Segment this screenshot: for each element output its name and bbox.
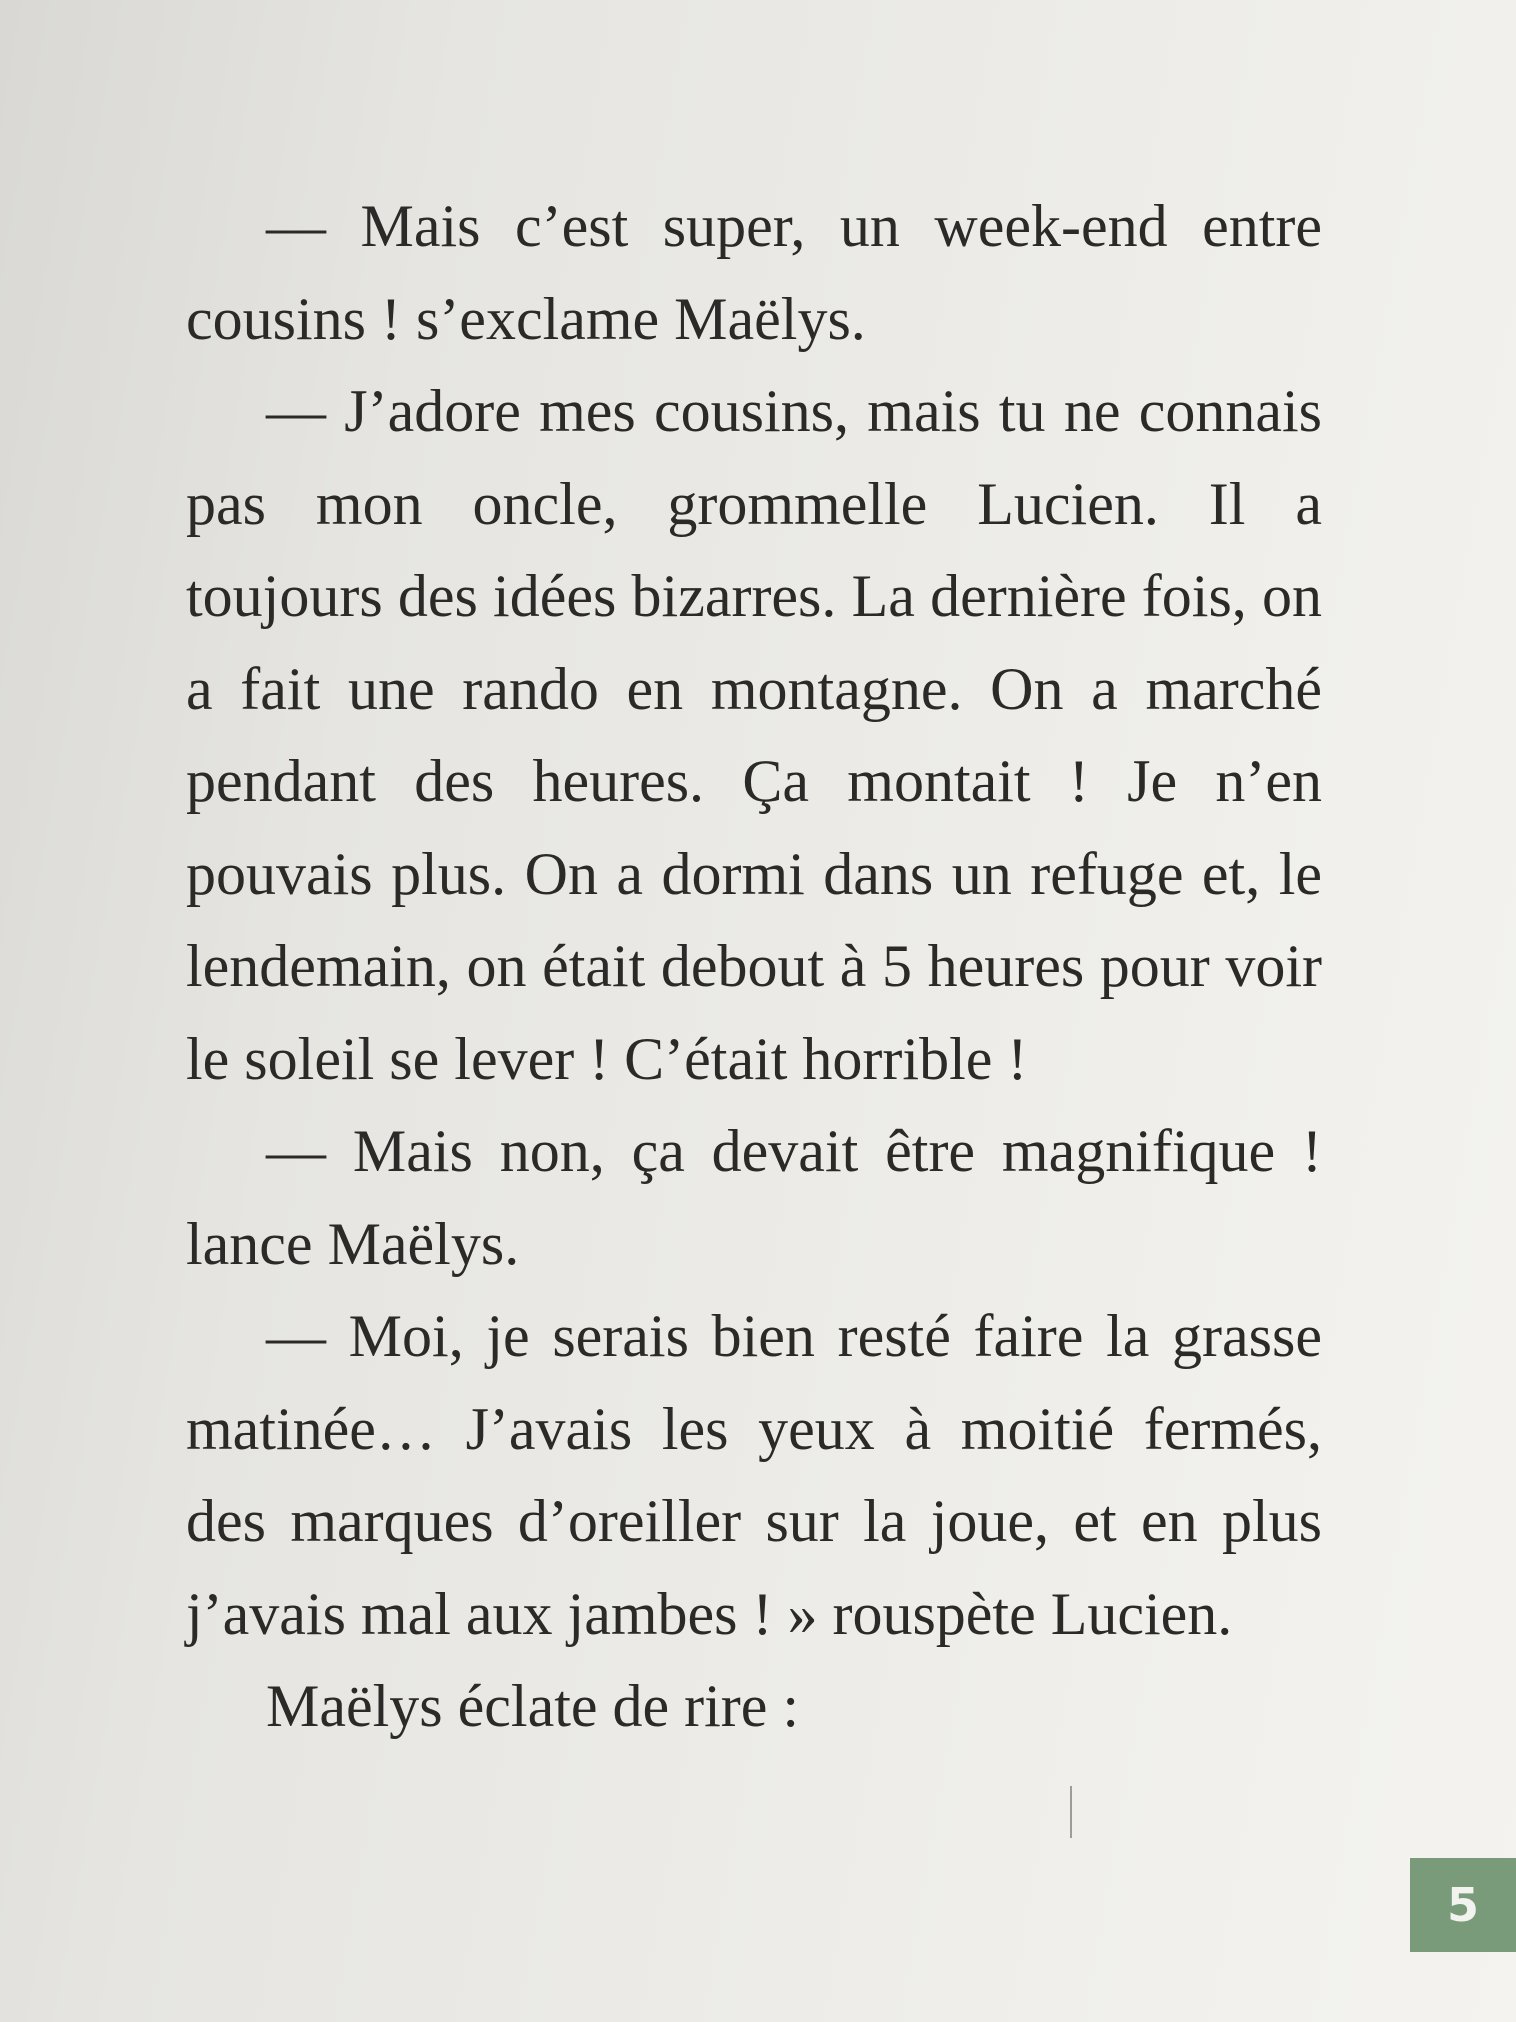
page-number-badge: 5 [1410,1858,1516,1952]
page-mark [1070,1786,1072,1838]
body-text [186,180,1322,1753]
paragraph: — J’adore mes cousins, mais tu ne connais pas mon oncle, grommelle Lucien. Il a toujours des idées bizarres. La dernière fois, on a fait une rando en montagne. On a marché pendant des heures. Ça montait ! Je n’en pouvais plus. On a dormi dans un refuge et, le lendemain, on était debout à 5 heures pour voir le soleil se lever ! C’était horrible ! [186,378,1322,1092]
paragraph: — Moi, je serais bien resté faire la grasse matinée… J’avais les yeux à moitié fermés, des marques d’oreiller sur la joue, et en plus j’avais mal aux jambes ! » rouspète Lucien. [186,1303,1322,1647]
paragraph: Maëlys éclate de rire : [266,1673,800,1739]
paragraph: — Mais non, ça devait être magnifique ! lance Maëlys. [186,1118,1322,1277]
paragraph: — Mais c’est super, un week-end entre cousins ! s’exclame Maëlys. [186,193,1322,352]
